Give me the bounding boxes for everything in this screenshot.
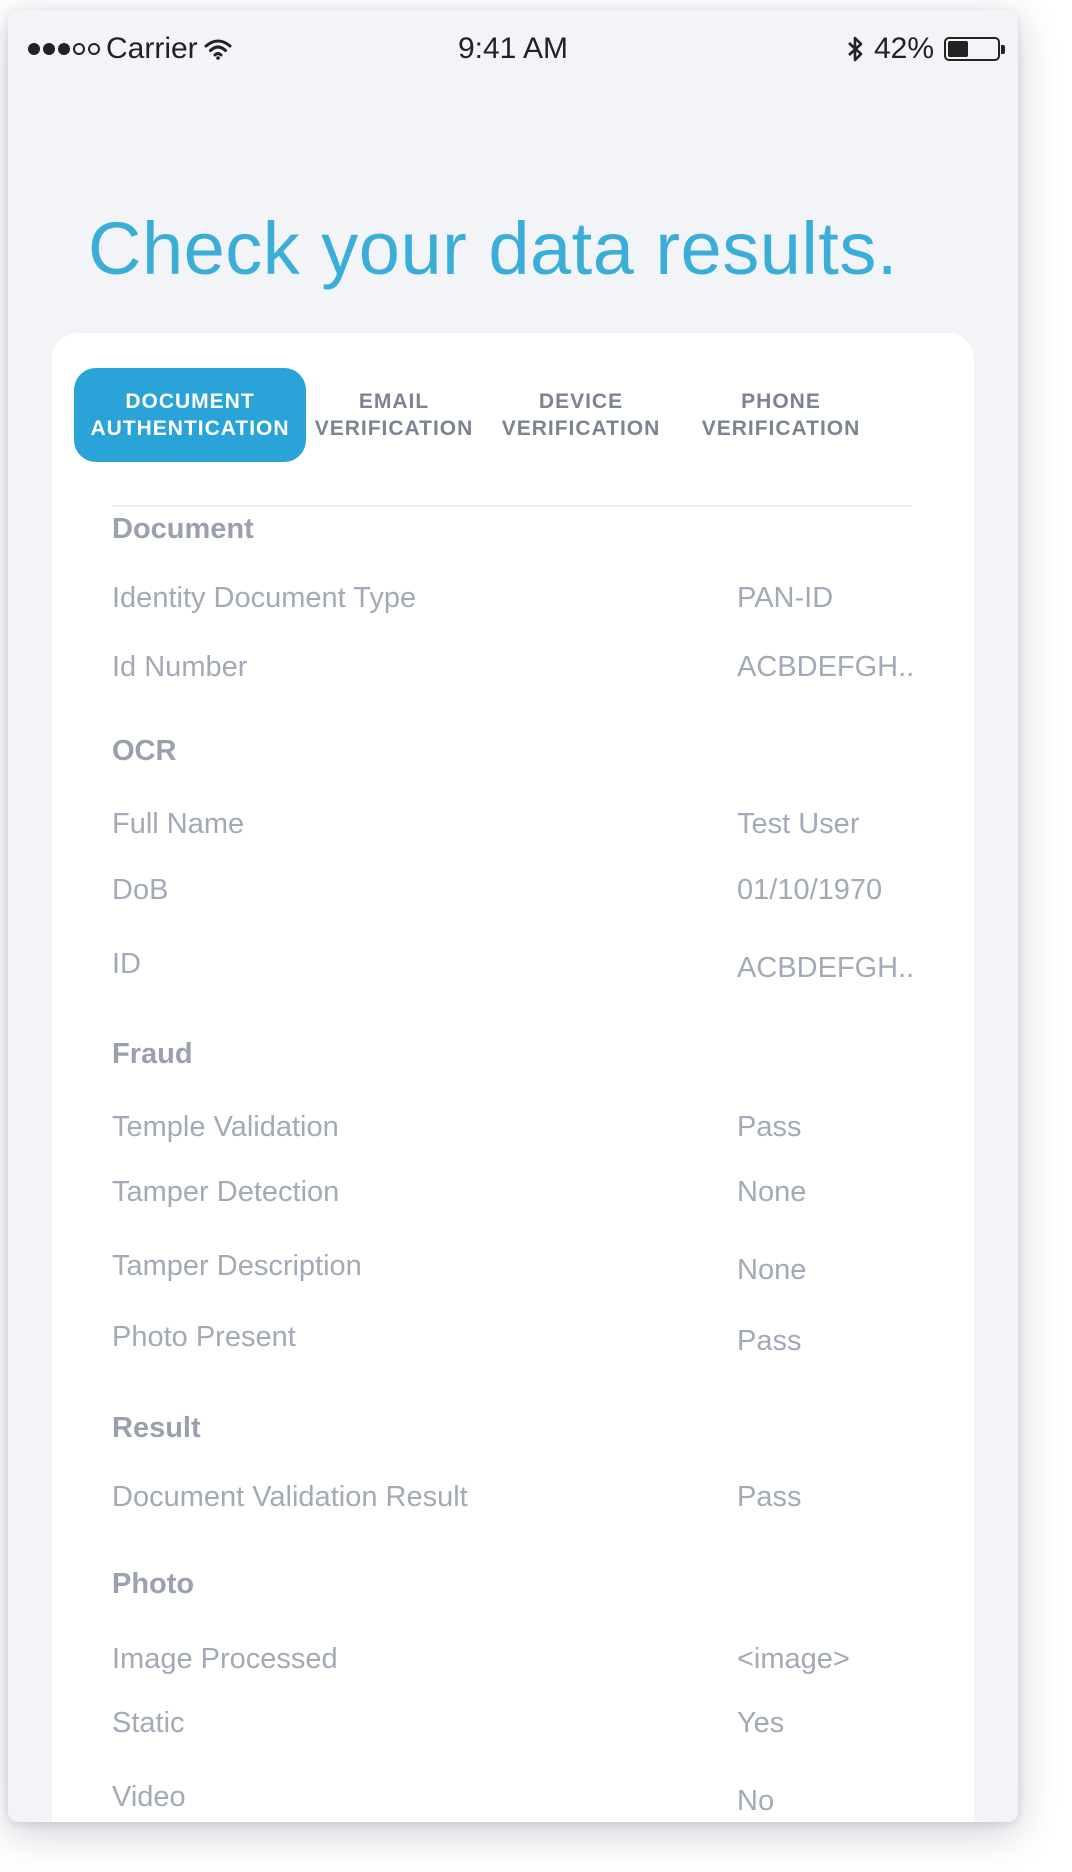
row-label: Tamper Detection [112,1176,340,1208]
row-value: PAN-ID [737,582,834,614]
row-label: Temple Validation [112,1111,339,1143]
row-value: ACBDEFGH.. [737,952,915,984]
tab-bar [74,368,954,462]
row-label: Photo Present [112,1321,296,1353]
tab-device-verification[interactable]: DEVICE VERIFICATION [501,390,661,440]
row-value: Pass [737,1481,802,1513]
row-label: Image Processed [112,1643,338,1675]
battery-percent: 42% [873,32,934,65]
row-value: ACBDEFGH.. [737,651,915,683]
row-label: ID [112,948,141,980]
row-label: Identity Document Type [112,582,417,614]
status-bar-right [846,32,1000,66]
status-bar [8,10,1018,90]
carrier-label: Carrier [106,32,198,65]
battery-icon [944,37,1000,61]
row-label: Video [112,1781,186,1813]
row-value: 01/10/1970 [737,874,883,906]
section-heading-fraud: Fraud [112,1038,193,1070]
row-value: <image> [737,1643,850,1675]
row-value: Pass [737,1111,802,1143]
tab-divider [112,505,912,507]
bluetooth-icon [846,35,864,63]
tab-phone-verification[interactable]: PHONE VERIFICATION [701,390,861,440]
row-label: DoB [112,874,169,906]
status-time: 9:41 AM [457,32,569,65]
row-label: Tamper Description [112,1250,362,1282]
row-value: Yes [737,1707,785,1739]
row-value: Test User [737,808,860,840]
row-value: None [737,1254,807,1286]
section-heading-photo: Photo [112,1568,195,1600]
tab-document-authentication[interactable]: DOCUMENT AUTHENTICATION [74,368,306,462]
row-label: Id Number [112,651,248,683]
row-value: No [737,1785,775,1817]
battery-level [948,41,968,57]
section-heading-result: Result [112,1412,201,1444]
section-heading-document: Document [112,513,254,545]
row-label: Static [112,1707,185,1739]
row-label: Document Validation Result [112,1481,468,1513]
page-title: Check your data results. [88,207,898,290]
row-value: None [737,1176,807,1208]
section-heading-ocr: OCR [112,735,177,767]
results-card [52,333,974,1822]
row-value: Pass [737,1325,802,1357]
tab-email-verification[interactable]: EMAIL VERIFICATION [314,390,474,440]
row-label: Full Name [112,808,245,840]
phone-screen [8,10,1018,1822]
